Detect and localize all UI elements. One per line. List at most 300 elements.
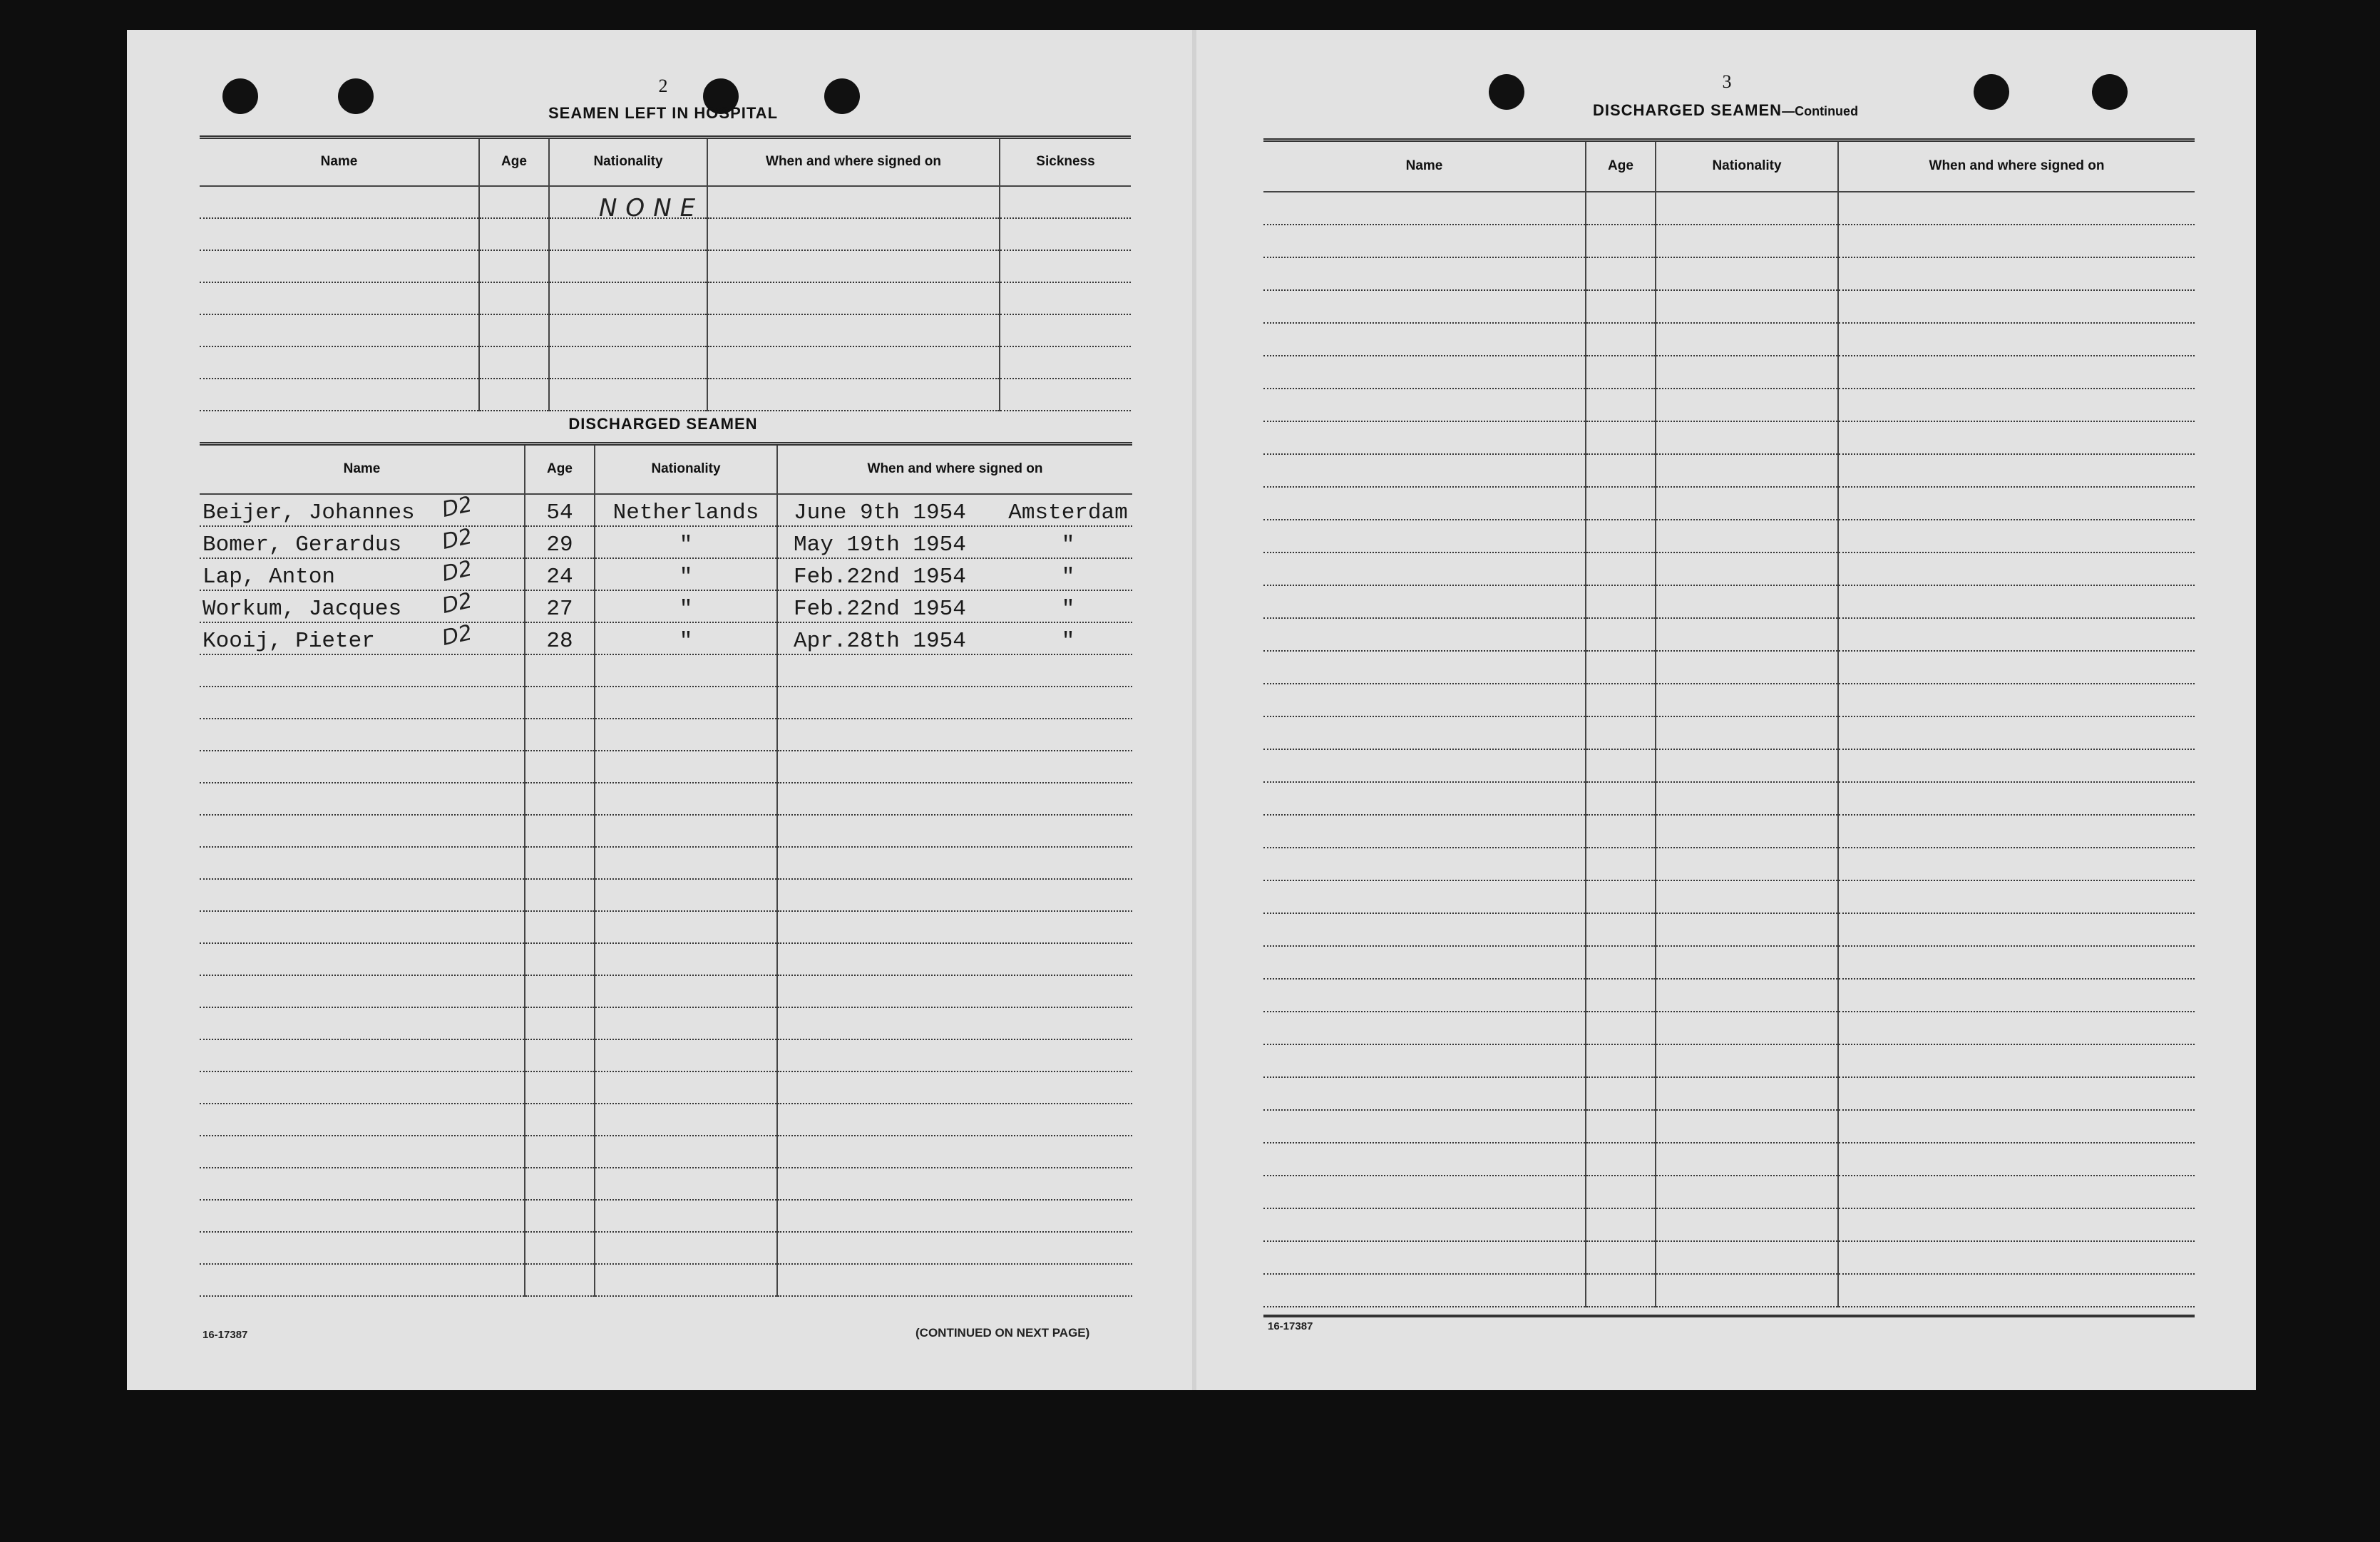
seaman-nationality xyxy=(1656,1143,1838,1176)
signed-on-cell xyxy=(1838,1143,2195,1176)
seaman-age xyxy=(525,687,595,719)
signed-on-cell xyxy=(777,751,1132,783)
seaman-age xyxy=(525,1039,595,1071)
seaman-nationality xyxy=(1656,257,1838,290)
continued-row xyxy=(1263,1274,2195,1307)
left-form-number: 16-17387 xyxy=(202,1329,248,1341)
seaman-nationality xyxy=(1656,880,1838,913)
continued-row xyxy=(1263,257,2195,290)
seaman-age xyxy=(1586,225,1656,257)
continued-row xyxy=(1263,618,2195,651)
signed-on-cell xyxy=(1838,257,2195,290)
hospital-col-nationality: Nationality xyxy=(549,138,707,186)
continued-col-signed-on: When and where signed on xyxy=(1929,158,2105,174)
seaman-age xyxy=(1586,880,1656,913)
nationality-cell xyxy=(549,346,707,379)
seaman-age xyxy=(1586,1241,1656,1274)
discharged-row xyxy=(200,719,1132,751)
seaman-age xyxy=(525,751,595,783)
seaman-age: 29 xyxy=(525,526,595,558)
seaman-nationality xyxy=(1656,716,1838,749)
seaman-nationality xyxy=(1656,913,1838,946)
seaman-nationality xyxy=(1656,323,1838,356)
signed-on-cell xyxy=(777,1264,1132,1296)
sickness-cell xyxy=(1000,379,1131,411)
age-cell xyxy=(479,282,549,314)
nationality-cell xyxy=(549,250,707,282)
seaman-name-cell xyxy=(1263,618,1586,651)
discharge-mark: D2 xyxy=(439,620,475,651)
seaman-name-cell xyxy=(1263,1208,1586,1241)
seaman-nationality: " xyxy=(595,526,777,558)
seaman-name-cell xyxy=(200,751,525,783)
discharged-row xyxy=(200,622,1132,654)
continued-row xyxy=(1263,356,2195,389)
seaman-age xyxy=(1586,979,1656,1012)
signed-on-cell xyxy=(1838,552,2195,585)
signed-on-place: " xyxy=(1061,628,1075,654)
seaman-name-cell xyxy=(200,622,525,654)
seaman-age xyxy=(1586,389,1656,421)
discharged-col-nationality: Nationality xyxy=(595,444,777,494)
discharged-section-title: DISCHARGED SEAMEN xyxy=(568,415,758,433)
seaman-name-cell xyxy=(1263,880,1586,913)
age-cell xyxy=(479,186,549,218)
seaman-age xyxy=(1586,520,1656,552)
seaman-age xyxy=(1586,716,1656,749)
discharged-row xyxy=(200,1007,1132,1039)
seaman-name-cell xyxy=(1263,651,1586,684)
signed-on-cell xyxy=(1838,684,2195,716)
signed-on-cell xyxy=(777,1168,1132,1200)
seaman-name-cell xyxy=(1263,389,1586,421)
seaman-age xyxy=(525,847,595,879)
signed-on-cell xyxy=(1838,585,2195,618)
seaman-nationality xyxy=(595,687,777,719)
age-cell xyxy=(479,218,549,250)
seaman-name-cell xyxy=(1263,848,1586,880)
seaman-age xyxy=(525,1264,595,1296)
continued-row xyxy=(1263,552,2195,585)
signed-on-cell xyxy=(1838,1077,2195,1110)
seaman-nationality xyxy=(595,751,777,783)
seaman-name-cell xyxy=(1263,1012,1586,1044)
seaman-age xyxy=(525,1007,595,1039)
hospital-row xyxy=(200,218,1131,250)
seaman-name-cell xyxy=(1263,1274,1586,1307)
continued-row xyxy=(1263,716,2195,749)
seaman-nationality xyxy=(1656,1176,1838,1208)
seaman-name-cell xyxy=(1263,1077,1586,1110)
continued-row xyxy=(1263,1176,2195,1208)
discharged-row xyxy=(200,1104,1132,1136)
signed-on-date: Apr.28th 1954 xyxy=(794,628,966,654)
discharge-mark: D2 xyxy=(439,587,475,619)
seaman-age xyxy=(1586,323,1656,356)
seaman-name-cell xyxy=(1263,946,1586,979)
signed-on-cell xyxy=(1838,225,2195,257)
continued-row xyxy=(1263,651,2195,684)
seaman-name-cell xyxy=(200,1039,525,1071)
seaman-age xyxy=(1586,1208,1656,1241)
seaman-age xyxy=(1586,749,1656,782)
seaman-age xyxy=(525,943,595,975)
hospital-col-name: Name xyxy=(200,138,479,186)
seaman-nationality: " xyxy=(595,622,777,654)
seaman-nationality xyxy=(1656,1208,1838,1241)
seaman-name: Workum, Jacques xyxy=(202,596,402,622)
discharged-row xyxy=(200,590,1132,622)
discharged-row xyxy=(200,783,1132,815)
seaman-nationality xyxy=(1656,290,1838,323)
seaman-name-cell xyxy=(200,1232,525,1264)
seaman-age xyxy=(1586,454,1656,487)
nationality-cell xyxy=(549,379,707,411)
seaman-age xyxy=(525,911,595,943)
seaman-age xyxy=(1586,618,1656,651)
seaman-age xyxy=(1586,1274,1656,1307)
discharged-row xyxy=(200,975,1132,1007)
seaman-age xyxy=(1586,651,1656,684)
signed-on-cell xyxy=(1838,454,2195,487)
seaman-nationality xyxy=(595,719,777,751)
signed-on-cell xyxy=(1838,1176,2195,1208)
continued-row xyxy=(1263,454,2195,487)
hospital-row xyxy=(200,250,1131,282)
seaman-nationality xyxy=(595,1104,777,1136)
continued-row xyxy=(1263,684,2195,716)
seaman-age xyxy=(525,719,595,751)
continued-row xyxy=(1263,848,2195,880)
signed-on-cell xyxy=(777,1071,1132,1104)
seaman-age xyxy=(1586,1143,1656,1176)
signed-on-cell xyxy=(777,1232,1132,1264)
seaman-nationality xyxy=(595,879,777,911)
seaman-age: 24 xyxy=(525,558,595,590)
seaman-age: 54 xyxy=(525,494,595,526)
name-cell xyxy=(200,346,479,379)
seaman-age xyxy=(1586,782,1656,815)
seaman-nationality xyxy=(1656,421,1838,454)
seaman-nationality xyxy=(1656,487,1838,520)
seaman-nationality: Netherlands xyxy=(595,494,777,526)
seaman-nationality xyxy=(1656,848,1838,880)
signed-on-cell xyxy=(1838,651,2195,684)
seaman-name: Bomer, Gerardus xyxy=(202,532,402,557)
seaman-nationality xyxy=(595,1168,777,1200)
discharged-row xyxy=(200,911,1132,943)
punch-hole xyxy=(1974,74,2009,110)
seaman-age xyxy=(525,1200,595,1232)
right-page-title xyxy=(1512,101,1939,120)
discharged-col-signed-on: When and where signed on xyxy=(867,461,1043,477)
signed-on-place: " xyxy=(1061,564,1075,590)
seaman-nationality xyxy=(1656,389,1838,421)
signed-on-cell xyxy=(1838,1044,2195,1077)
seaman-name-cell xyxy=(1263,782,1586,815)
seaman-nationality xyxy=(1656,946,1838,979)
punch-hole xyxy=(2092,74,2128,110)
continued-row xyxy=(1263,880,2195,913)
signed-on-cell xyxy=(777,622,1132,654)
signed-on-cell xyxy=(1838,782,2195,815)
hospital-row xyxy=(200,314,1131,346)
discharge-mark: D2 xyxy=(439,491,475,523)
seaman-nationality xyxy=(1656,552,1838,585)
seaman-nationality xyxy=(595,1264,777,1296)
seaman-name: Beijer, Johannes xyxy=(202,500,415,525)
name-cell xyxy=(200,186,479,218)
seaman-name-cell xyxy=(1263,290,1586,323)
nationality-cell xyxy=(549,314,707,346)
seaman-nationality xyxy=(1656,815,1838,848)
signed-on-cell xyxy=(1838,913,2195,946)
signed-on-cell xyxy=(1838,1012,2195,1044)
seaman-nationality xyxy=(595,815,777,847)
seaman-name-cell xyxy=(200,1071,525,1104)
signed-on-cell xyxy=(707,186,1000,218)
seaman-nationality xyxy=(1656,1077,1838,1110)
signed-on-cell xyxy=(1838,946,2195,979)
sickness-cell xyxy=(1000,346,1131,379)
signed-on-cell xyxy=(777,654,1132,687)
seaman-age xyxy=(1586,290,1656,323)
signed-on-cell xyxy=(777,1007,1132,1039)
sickness-cell xyxy=(1000,250,1131,282)
seaman-nationality xyxy=(1656,618,1838,651)
discharged-row xyxy=(200,1232,1132,1264)
discharge-mark: D2 xyxy=(439,523,475,555)
seaman-age xyxy=(1586,1176,1656,1208)
continued-row xyxy=(1263,979,2195,1012)
name-cell xyxy=(200,282,479,314)
signed-on-cell xyxy=(1838,421,2195,454)
signed-on-date: Feb.22nd 1954 xyxy=(794,596,966,622)
signed-on-cell xyxy=(707,379,1000,411)
seaman-name-cell xyxy=(200,911,525,943)
seaman-name-cell xyxy=(1263,487,1586,520)
continued-row xyxy=(1263,815,2195,848)
seaman-nationality xyxy=(1656,1274,1838,1307)
seaman-name-cell xyxy=(200,687,525,719)
signed-on-cell xyxy=(1838,290,2195,323)
continued-row xyxy=(1263,1110,2195,1143)
seaman-name-cell xyxy=(1263,716,1586,749)
seaman-name: Lap, Anton xyxy=(202,564,336,590)
age-cell xyxy=(479,250,549,282)
seaman-name-cell xyxy=(200,1007,525,1039)
name-cell xyxy=(200,379,479,411)
signed-on-cell xyxy=(777,911,1132,943)
name-cell xyxy=(200,218,479,250)
age-cell xyxy=(479,379,549,411)
signed-on-date: Feb.22nd 1954 xyxy=(794,564,966,590)
seaman-name-cell xyxy=(1263,323,1586,356)
continued-row xyxy=(1263,1012,2195,1044)
seaman-name-cell xyxy=(200,587,525,622)
signed-on-cell xyxy=(1838,520,2195,552)
continued-row xyxy=(1263,1077,2195,1110)
continued-row xyxy=(1263,421,2195,454)
continued-row xyxy=(1263,389,2195,421)
signed-on-cell xyxy=(1838,848,2195,880)
seaman-age xyxy=(1586,487,1656,520)
seaman-nationality xyxy=(595,1136,777,1168)
hospital-col-age: Age xyxy=(479,138,549,186)
left-page-number: 2 xyxy=(658,76,668,96)
continued-row xyxy=(1263,1208,2195,1241)
seaman-name-cell xyxy=(1263,225,1586,257)
continued-col-nationality: Nationality xyxy=(1656,140,1838,192)
name-cell xyxy=(200,314,479,346)
seaman-nationality xyxy=(1656,1044,1838,1077)
seaman-name-cell xyxy=(1263,1110,1586,1143)
continued-row xyxy=(1263,913,2195,946)
signed-on-cell xyxy=(1838,1110,2195,1143)
discharged-row xyxy=(200,558,1132,590)
signed-on-cell xyxy=(1838,356,2195,389)
seaman-nationality xyxy=(1656,356,1838,389)
seaman-nationality xyxy=(1656,782,1838,815)
hospital-row xyxy=(200,379,1131,411)
seaman-name-cell xyxy=(1263,979,1586,1012)
signed-on-cell xyxy=(707,314,1000,346)
seaman-age xyxy=(1586,421,1656,454)
signed-on-cell xyxy=(777,815,1132,847)
seaman-age: 27 xyxy=(525,590,595,622)
seaman-nationality xyxy=(1656,1012,1838,1044)
right-form-number: 16-17387 xyxy=(1268,1320,1313,1332)
discharged-row xyxy=(200,1039,1132,1071)
hospital-row xyxy=(200,346,1131,379)
seaman-name-cell xyxy=(200,1104,525,1136)
signed-on-cell xyxy=(777,1136,1132,1168)
seaman-nationality xyxy=(595,975,777,1007)
seaman-name-cell xyxy=(200,1168,525,1200)
signed-on-cell xyxy=(707,346,1000,379)
seaman-name-cell xyxy=(200,783,525,815)
seaman-nationality xyxy=(595,1039,777,1071)
discharged-table xyxy=(200,442,1132,1297)
seaman-age xyxy=(525,783,595,815)
seaman-name-cell xyxy=(200,719,525,751)
signed-on-cell xyxy=(777,558,1132,590)
seaman-age xyxy=(525,815,595,847)
seaman-nationality xyxy=(1656,749,1838,782)
seaman-age xyxy=(525,1104,595,1136)
seaman-nationality xyxy=(595,943,777,975)
seaman-age xyxy=(1586,684,1656,716)
seaman-nationality xyxy=(1656,225,1838,257)
discharged-row xyxy=(200,526,1132,558)
right-page-number: 3 xyxy=(1722,71,1732,92)
signed-on-cell xyxy=(777,847,1132,879)
continued-row xyxy=(1263,585,2195,618)
seaman-name-cell xyxy=(200,975,525,1007)
seaman-age xyxy=(1586,257,1656,290)
signed-on-cell xyxy=(707,282,1000,314)
continued-table xyxy=(1263,138,2195,1307)
discharged-col-age: Age xyxy=(525,444,595,494)
seaman-nationality xyxy=(1656,651,1838,684)
seaman-name-cell xyxy=(200,943,525,975)
seaman-age xyxy=(1586,192,1656,225)
seaman-name-cell xyxy=(1263,520,1586,552)
seaman-name-cell xyxy=(200,555,525,590)
hospital-table xyxy=(200,135,1131,411)
signed-on-date: June 9th 1954 xyxy=(794,500,966,525)
seaman-name-cell xyxy=(200,1200,525,1232)
seaman-name-cell xyxy=(200,815,525,847)
sickness-cell xyxy=(1000,282,1131,314)
continued-row xyxy=(1263,749,2195,782)
seaman-name-cell xyxy=(200,654,525,687)
page-fold xyxy=(1192,30,1196,1390)
signed-on-date: May 19th 1954 xyxy=(794,532,966,557)
seaman-age xyxy=(1586,815,1656,848)
hospital-col-sickness: Sickness xyxy=(1036,154,1095,170)
signed-on-cell xyxy=(777,494,1132,526)
age-cell xyxy=(479,346,549,379)
seaman-age xyxy=(1586,1044,1656,1077)
seaman-name-cell xyxy=(1263,356,1586,389)
sickness-cell xyxy=(1000,186,1131,218)
signed-on-cell xyxy=(1838,192,2195,225)
continued-row xyxy=(1263,1143,2195,1176)
punch-hole xyxy=(222,78,258,114)
nationality-cell xyxy=(549,282,707,314)
signed-on-cell xyxy=(1838,880,2195,913)
signed-on-place: Amsterdam xyxy=(1008,500,1128,525)
hospital-section-title: SEAMEN LEFT IN HOSPITAL xyxy=(548,104,779,122)
seaman-age xyxy=(525,879,595,911)
seaman-name-cell xyxy=(200,847,525,879)
seaman-age xyxy=(525,975,595,1007)
discharged-row xyxy=(200,654,1132,687)
discharged-row xyxy=(200,943,1132,975)
signed-on-cell xyxy=(777,1039,1132,1071)
seaman-name-cell xyxy=(1263,257,1586,290)
seaman-nationality xyxy=(595,1007,777,1039)
seaman-nationality xyxy=(1656,192,1838,225)
seaman-name-cell xyxy=(1263,192,1586,225)
continued-row xyxy=(1263,192,2195,225)
discharged-row xyxy=(200,751,1132,783)
signed-on-cell xyxy=(777,1104,1132,1136)
continued-row xyxy=(1263,946,2195,979)
seaman-nationality: " xyxy=(595,558,777,590)
seaman-nationality xyxy=(1656,585,1838,618)
discharged-row xyxy=(200,687,1132,719)
sickness-cell xyxy=(1000,314,1131,346)
seaman-nationality xyxy=(1656,520,1838,552)
continued-note: (CONTINUED ON NEXT PAGE) xyxy=(915,1326,1090,1340)
discharge-mark: D2 xyxy=(439,555,475,587)
seaman-age xyxy=(1586,1110,1656,1143)
seaman-nationality xyxy=(1656,979,1838,1012)
seaman-age: 28 xyxy=(525,622,595,654)
signed-on-cell xyxy=(707,250,1000,282)
seaman-name: Kooij, Pieter xyxy=(202,628,375,654)
discharged-row xyxy=(200,847,1132,879)
continued-row xyxy=(1263,290,2195,323)
signed-on-cell xyxy=(777,719,1132,751)
seaman-name-cell xyxy=(1263,815,1586,848)
seaman-nationality xyxy=(595,783,777,815)
seaman-name-cell xyxy=(200,879,525,911)
continued-row xyxy=(1263,323,2195,356)
discharged-row xyxy=(200,1168,1132,1200)
